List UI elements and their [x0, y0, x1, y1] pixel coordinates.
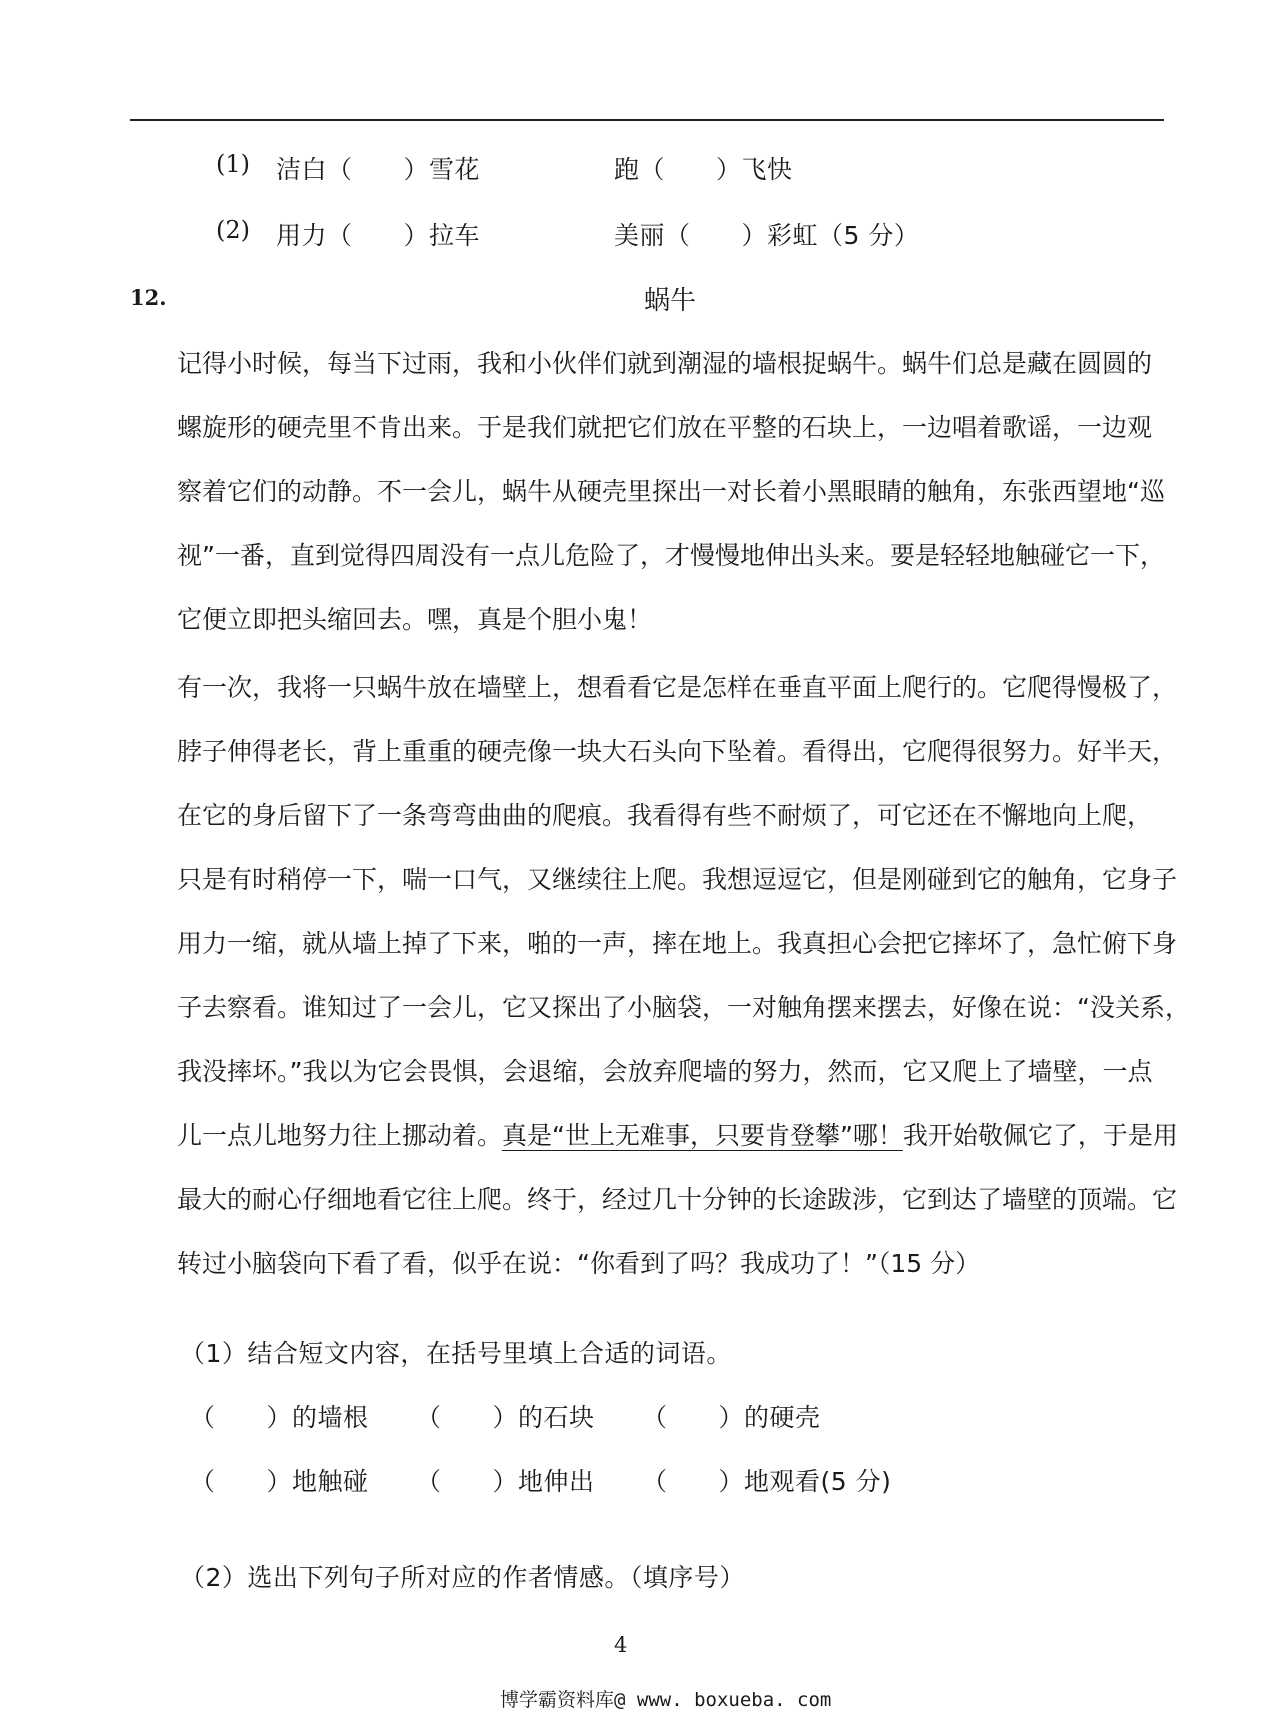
text-segment: 我开始敬佩它了，于是用: [902, 1121, 1178, 1150]
text-line: 只是有时稍停一下，喘一口气，又继续往上爬。我想逗逗它，但是刚碰到它的触角，它身子: [177, 865, 1178, 894]
question-number: 12.: [130, 285, 167, 310]
fill-blank-item: 美丽（ ）彩虹（5 分）: [614, 221, 920, 250]
fill-blank-item: 洁白（ ）雪花: [276, 155, 481, 184]
text-line: 最大的耐心仔细地看它往上爬。终于，经过几十分钟的长途跋涉，它到达了墙壁的顶端。它: [177, 1185, 1178, 1214]
page-number: 4: [614, 1633, 628, 1657]
passage-paragraph-2: [177, 656, 1190, 1296]
text-line: 在它的身后留下了一条弯弯曲曲的爬痕。我看得有些不耐烦了，可它还在不懈地向上爬，: [177, 801, 1153, 830]
text-line: 察着它们的动静。不一会儿，蜗牛从硬壳里探出一对长着小黑眼睛的触角，东张西望地“巡: [177, 477, 1165, 506]
text-line: 我没摔坏。”我以为它会畏惧，会退缩，会放弃爬墙的努力，然而，它又爬上了墙壁，一点: [177, 1057, 1153, 1086]
item-number: (1): [216, 150, 250, 178]
text-line: 用力一缩，就从墙上掉了下来，啪的一声，摔在地上。我真担心会把它摔坏了，急忙俯下身: [177, 929, 1178, 958]
fill-blank-item: （ ）的墙根: [190, 1403, 369, 1432]
underlined-sentence: 真是“世上无难事，只要肯登攀”哪！: [502, 1121, 903, 1150]
text-line: 转过小脑袋向下看了看，似乎在说：“你看到了吗？我成功了！”（15 分）: [177, 1249, 981, 1278]
text-line-underlined: [177, 1104, 1190, 1168]
fill-blank-item: （ ）地触碰: [190, 1467, 369, 1496]
text-segment: 儿一点儿地努力往上挪动着。: [177, 1121, 503, 1150]
fill-blank-item: （ ）地观看(5 分): [642, 1467, 892, 1496]
text-line: 视”一番，直到觉得四周没有一点儿危险了，才慢慢地伸出头来。要是轻轻地触碰它一下，: [177, 541, 1165, 570]
text-line: 有一次，我将一只蜗牛放在墙壁上，想看看它是怎样在垂直平面上爬行的。它爬得慢极了，: [177, 673, 1178, 702]
text-line: 记得小时候，每当下过雨，我和小伙伴们就到潮湿的墙根捉蜗牛。蜗牛们总是藏在圆圆的: [177, 349, 1153, 378]
footer-watermark: 博学霸资料库@ www. boxueba. com: [500, 1689, 832, 1711]
sub-question-1-prompt: （1）结合短文内容，在括号里填上合适的词语。: [180, 1339, 732, 1368]
fill-blank-item: （ ）的石块: [416, 1403, 595, 1432]
fill-blank-item: 跑（ ）飞快: [614, 155, 793, 184]
item-number: (2): [216, 216, 250, 244]
fill-blank-item: （ ）的硬壳: [642, 1403, 821, 1432]
sub-question-2-prompt: （2）选出下列句子所对应的作者情感。（填序号）: [180, 1563, 745, 1592]
passage-paragraph-1: [177, 332, 1165, 652]
fill-blank-item: 用力（ ）拉车: [276, 221, 481, 250]
text-line: 螺旋形的硬壳里不肯出来。于是我们就把它们放在平整的石块上，一边唱着歌谣，一边观: [177, 413, 1153, 442]
top-rule: [130, 119, 1164, 121]
fill-blank-item: （ ）地伸出: [416, 1467, 595, 1496]
passage-title: 蜗牛: [644, 286, 697, 316]
text-line: 脖子伸得老长，背上重重的硬壳像一块大石头向下坠着。看得出，它爬得很努力。好半天，: [177, 737, 1178, 766]
text-line: 子去察看。谁知过了一会儿，它又探出了小脑袋，一对触角摆来摆去，好像在说：“没关系，: [177, 993, 1190, 1022]
text-line: 它便立即把头缩回去。嘿，真是个胆小鬼！: [177, 605, 653, 634]
